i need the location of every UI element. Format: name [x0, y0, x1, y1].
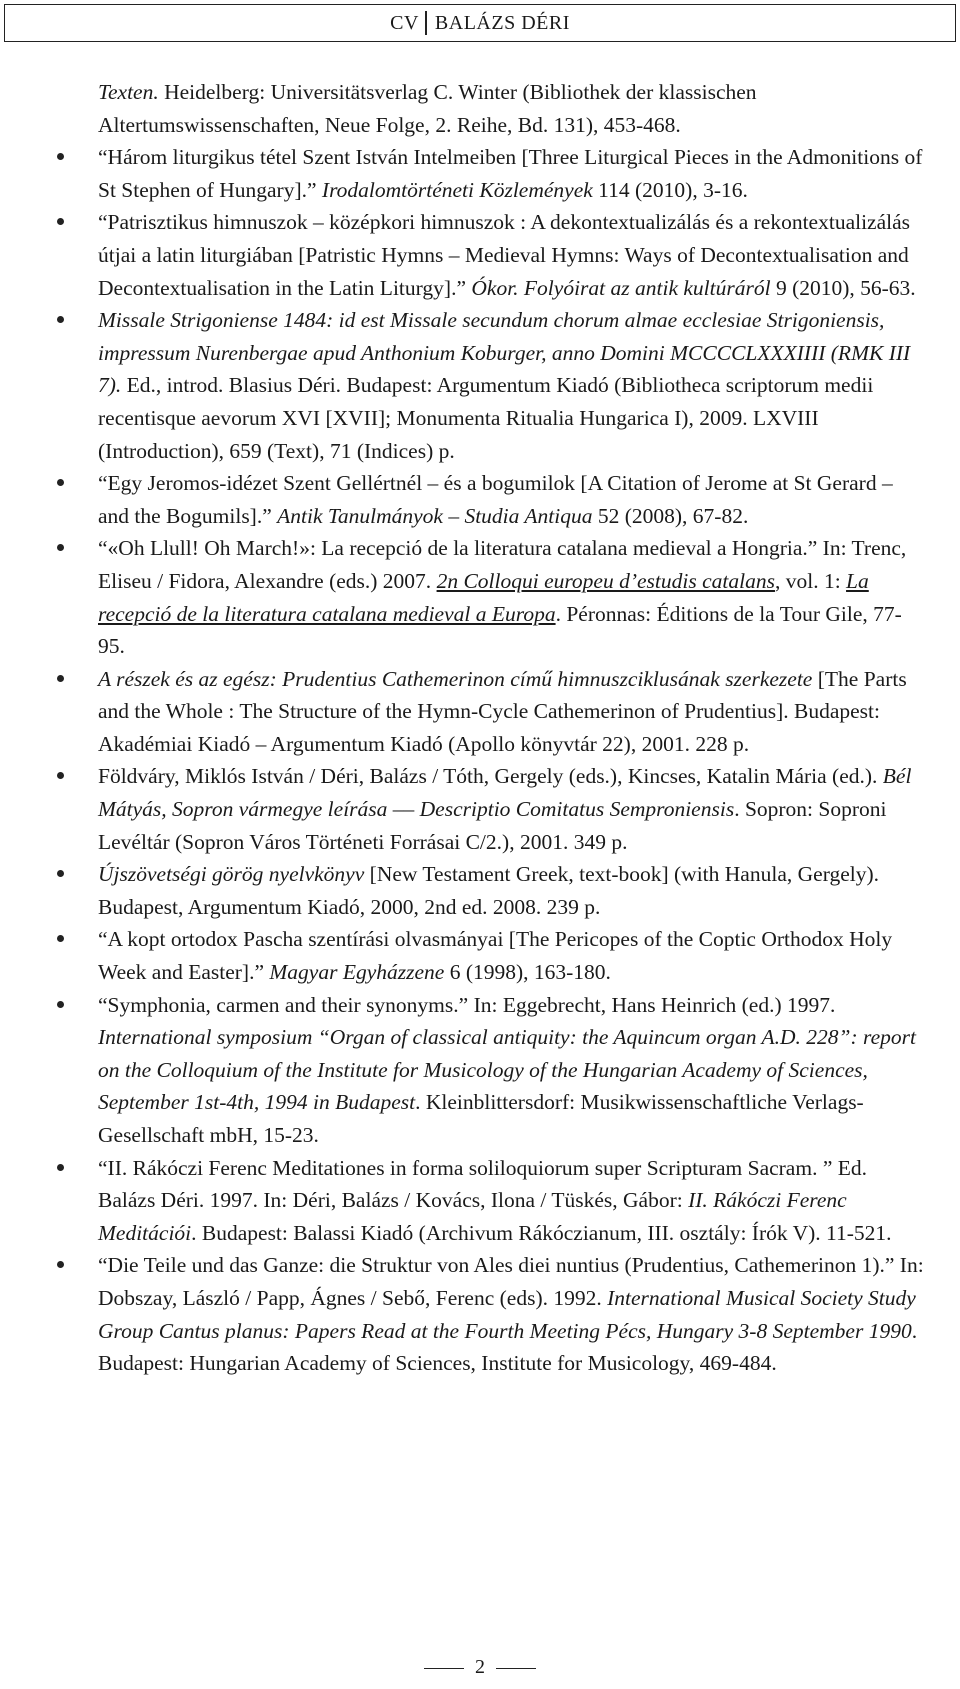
bullet-icon	[57, 316, 64, 323]
italic-title-segment: Bél Mátyás, Sopron vármegye leírása –– Descriptio Comitatus Semproniensis	[98, 764, 912, 822]
reference-entry	[98, 1152, 924, 1250]
text-segment: . Kleinblittersdorf: Musikwissenschaftliche Verlags-Gesellschaft mbH, 15-23.	[98, 1090, 864, 1147]
underlined-text: 2n Colloqui europeu d’estudis catalans	[436, 568, 775, 593]
text-segment: “II. Rákóczi Ferenc Meditationes in forma soliloquiorum super Scripturam Sacram. ” Ed. Balázs Déri. 1997. In: Déri, Balázs / Kovács, Ilona / Tüskés, Gábor:	[98, 1155, 868, 1213]
bullet-icon	[57, 1164, 64, 1171]
text-segment: “Patrisztikus himnuszok – középkori himnuszok : A dekontextualizálás és a rekontextualizálás útjai a latin liturgiában [Patristic Hymns – Medieval Hymns: Ways of Decontextualisation and Decontextualisation in the Latin Liturgy].”	[98, 210, 911, 300]
text-segment: “«Oh Llull! Oh March!»: La recepció de la literatura catalana medieval a Hongria.” In: Trenc, Eliseu / Fidora, Alexandre (eds.) 2007.	[98, 536, 907, 593]
italic-title-segment: Texten.	[98, 80, 159, 104]
text-segment: . Budapest: Hungarian Academy of Sciences, Institute for Musicology, 469-484.	[98, 1318, 918, 1376]
text-segment: “Die Teile und das Ganze: die Struktur von Ales diei nuntius (Prudentius, Cathemerinon 1).” In: Dobszay, László / Papp, Ágnes / Sebő, Ferenc (eds). 1992.	[98, 1253, 924, 1310]
italic-title-segment: Irodalomtörténeti Közlemények	[321, 177, 593, 202]
text-segment: , vol. 1:	[774, 568, 847, 593]
text-segment: Földváry, Miklós István / Déri, Balázs / Tóth, Gergely (eds.), Kincses, Katalin Mária (ed.).	[98, 764, 883, 789]
bullet-icon	[57, 1001, 64, 1008]
reference-entry	[98, 206, 924, 304]
text-segment: . Sopron: Soproni Levéltár (Sopron Város Történeti Forrásai C/2.), 2001. 349 p.	[98, 797, 887, 854]
reference-list	[98, 141, 924, 1380]
bullet-icon	[57, 218, 64, 225]
text-segment: . Péronnas: Éditions de la Tour Gile, 77-95.	[98, 601, 902, 659]
text-segment: “Symphonia, carmen and their synonyms.” In: Eggebrecht, Hans Heinrich (ed.) 1997.	[98, 992, 836, 1017]
reference-entry	[98, 141, 924, 206]
italic-title-segment: Magyar Egyházzene	[269, 960, 445, 985]
footer-dash-right	[496, 1668, 536, 1670]
bullet-icon	[57, 1261, 64, 1268]
reference-entry	[98, 760, 924, 858]
underlined-text: La recepció de la literatura catalana medieval a Europa	[98, 568, 869, 626]
text-segment: 114 (2010), 3-16.	[592, 177, 748, 202]
italic-title-segment	[437, 569, 775, 593]
italic-title-segment: Missale Strigoniense 1484: id est Missale secundum chorum almae ecclesiae Strigoniensis, impressum Nurenbergae apud Anthonium Koburger, anno Domini MCCCCLXXXIIII (RMK III 7).	[98, 308, 911, 398]
text-segment: . Budapest: Balassi Kiadó (Archivum Rákóczianum, III. osztály: Írók V). 11-521.	[191, 1220, 892, 1245]
page-number: 2	[475, 1656, 485, 1678]
italic-title-segment: International symposium “Organ of classical antiquity: the Aquincum organ A.D. 228”: report on the Colloquium of the Institute for Musicology of the Hungarian Academy of Sciences, September 1st-4th, 1994 in Budapest	[98, 1025, 916, 1115]
reference-entry	[98, 989, 924, 1152]
text-segment: Ed., introd. Blasius Déri. Budapest: Argumentum Kiadó (Bibliotheca scriptorum medii recentisque aevorum XVI [XVII]; Monumenta Ritualia Hungarica I), 2009. LXVIII (Introduction), 659 (Text), 71 (Indices) p.	[98, 373, 874, 463]
publication-list	[98, 76, 924, 1380]
bullet-icon	[57, 479, 64, 486]
italic-title-segment: International Musical Society Study Group Cantus planus: Papers Read at the Fourth Meeting Pécs, Hungary 3-8 September 1990	[98, 1285, 916, 1343]
italic-title-segment: A részek és az egész: Prudentius Cathemerinon című himnuszciklusának szerkezete	[98, 666, 813, 691]
reference-entry	[98, 532, 924, 662]
text-segment: [The Parts and the Whole : The Structure of the Hymn-Cycle Cathemerinon of Prudentius]. Budapest: Akadémiai Kiadó – Argumentum Kiadó (Apollo könyvtár 22), 2001. 228 p.	[98, 666, 907, 756]
continued-entry	[98, 76, 924, 141]
reference-entry	[98, 1249, 924, 1379]
bullet-icon	[57, 153, 64, 160]
text-segment: 9 (2010), 56-63.	[770, 275, 916, 300]
page-footer	[0, 1656, 960, 1679]
text-segment: “A kopt ortodox Pascha szentírási olvasmányai [The Pericopes of the Coptic Orthodox Holy Week and Easter].”	[98, 927, 893, 985]
header-author-name: BALÁZS DÉRI	[434, 11, 570, 34]
header-cv-label: CV	[390, 11, 419, 34]
text-segment: “Egy Jeromos-idézet Szent Gellértnél – és a bogumilok [A Citation of Jerome at St Gerard – and the Bogumils].”	[98, 471, 893, 528]
bullet-icon	[57, 935, 64, 942]
text-segment: 52 (2008), 67-82.	[592, 503, 749, 528]
running-header	[4, 4, 956, 42]
reference-entry	[98, 663, 924, 761]
italic-title-segment: Antik Tanulmányok – Studia Antiqua	[277, 503, 593, 528]
bullet-icon	[57, 772, 64, 779]
bullet-icon	[57, 870, 64, 877]
text-segment: Heidelberg: Universitätsverlag C. Winter (Bibliothek der klassischen Altertumswissenschaften, Neue Folge, 2. Reihe, Bd. 131), 453-468.	[98, 80, 757, 137]
italic-title-segment: Újszövetségi görög nyelvkönyv	[98, 862, 365, 887]
reference-entry	[98, 923, 924, 988]
header-separator	[425, 11, 427, 35]
text-segment: “Három liturgikus tétel Szent István Intelmeiben [Three Liturgical Pieces in the Admonitions of St Stephen of Hungary].”	[98, 145, 923, 202]
bullet-icon	[57, 544, 64, 551]
reference-entry	[98, 858, 924, 923]
bullet-icon	[57, 675, 64, 682]
italic-title-segment: II. Rákóczi Ferenc Meditációi	[98, 1188, 847, 1245]
reference-entry	[98, 467, 924, 532]
text-segment: 6 (1998), 163-180.	[444, 960, 611, 985]
text-segment: [New Testament Greek, text-book] (with Hanula, Gergely). Budapest, Argumentum Kiadó, 2000, 2nd ed. 2008. 239 p.	[98, 862, 880, 919]
italic-title-segment: Ókor. Folyóirat az antik kultúráról	[471, 275, 771, 300]
footer-dash-left	[424, 1668, 464, 1670]
reference-entry	[98, 304, 924, 467]
